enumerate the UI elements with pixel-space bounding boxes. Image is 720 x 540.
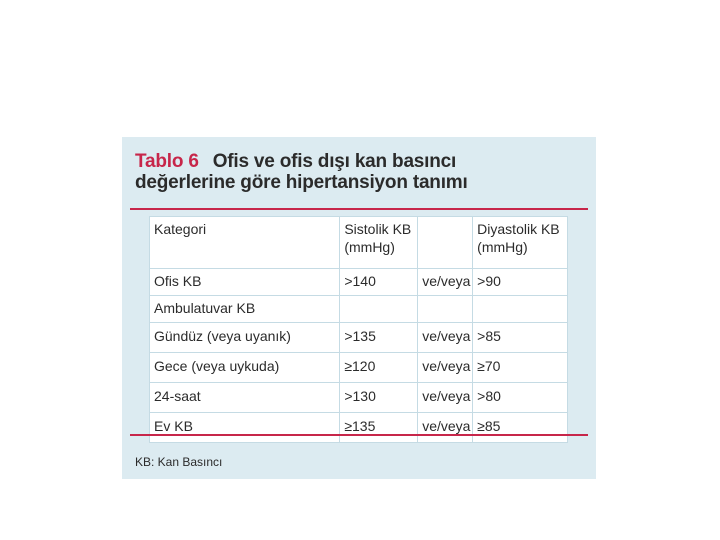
cell-category: Ambulatuvar KB — [150, 296, 340, 323]
cell-diastolic: >85 — [473, 323, 568, 353]
cell-diastolic: >90 — [473, 269, 568, 296]
title-line-1 — [135, 151, 468, 172]
cell-connector: ve/veya — [418, 353, 473, 383]
cell-connector: ve/veya — [418, 269, 473, 296]
table-number: Tablo 6 — [135, 151, 199, 172]
cell-category: Ev KB — [150, 413, 340, 443]
table-row — [150, 269, 568, 296]
table-row — [150, 323, 568, 353]
header-diastolic: Diyastolik KB (mmHg) — [473, 217, 568, 269]
cell-diastolic: >80 — [473, 383, 568, 413]
cell-diastolic: ≥70 — [473, 353, 568, 383]
hypertension-table — [149, 216, 568, 443]
title-line-2: değerlerine göre hipertansiyon tanımı — [135, 172, 468, 193]
table-row — [150, 296, 568, 323]
cell-connector: ve/veya — [418, 383, 473, 413]
cell-connector: ve/veya — [418, 413, 473, 443]
cell-connector — [418, 296, 473, 323]
cell-systolic: ≥120 — [340, 353, 418, 383]
cell-category: Gündüz (veya uyanık) — [150, 323, 340, 353]
cell-category: Ofis KB — [150, 269, 340, 296]
table-row — [150, 413, 568, 443]
cell-category: 24-saat — [150, 383, 340, 413]
table-title — [135, 151, 468, 193]
cell-systolic: >135 — [340, 323, 418, 353]
top-rule — [130, 208, 588, 210]
cell-diastolic: ≥85 — [473, 413, 568, 443]
header-connector — [418, 217, 473, 269]
footnote: KB: Kan Basıncı — [135, 455, 223, 469]
title-text-1: Ofis ve ofis dışı kan basıncı — [212, 151, 457, 172]
header-systolic: Sistolik KB (mmHg) — [340, 217, 418, 269]
header-category: Kategori — [150, 217, 340, 269]
bottom-rule — [130, 434, 588, 436]
table-panel — [122, 137, 596, 479]
cell-systolic: ≥135 — [340, 413, 418, 443]
cell-diastolic — [473, 296, 568, 323]
cell-category: Gece (veya uykuda) — [150, 353, 340, 383]
table-row — [150, 353, 568, 383]
cell-systolic: >140 — [340, 269, 418, 296]
cell-systolic — [340, 296, 418, 323]
table-header-row — [150, 217, 568, 269]
table-row — [150, 383, 568, 413]
cell-connector: ve/veya — [418, 323, 473, 353]
cell-systolic: >130 — [340, 383, 418, 413]
